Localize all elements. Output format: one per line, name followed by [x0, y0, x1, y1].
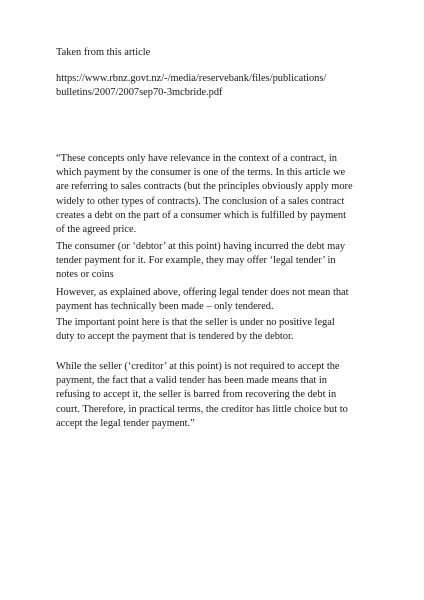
quote-paragraph: The important point here is that the seller is under no positive legal duty to accept the payment that is tendered by the debtor. [56, 317, 335, 343]
source-url: https://www.rbnz.govt.nz/-/media/reservebank/files/publications/ bulletins/2007/2007sep70-3mcbride.pdf [56, 73, 327, 99]
quote-paragraph: “These concepts only have relevance in the context of a contract, in which payment by the consumer is one of the terms. In this article we are referring to sales contracts (but the principles obviously apply more widely to other types of contracts). The conclusion of a sales contract creates a debt on the part of a consumer which is fulfilled by payment of the agreed price. [56, 153, 353, 236]
source-label: Taken from this article [56, 47, 151, 58]
quote-paragraph: While the seller (‘creditor’ at this point) is not required to accept the payment, the fact that a valid tender has been made means that in refusing to accept it, the seller is barred from recovering the debt in court. Therefore, in practical terms, the creditor has little choice but to accept the legal tender payment.” [56, 361, 348, 429]
quote-paragraph: The consumer (or ‘debtor’ at this point) having incurred the debt may tender payment for it. For example, they may offer ‘legal tender’ in notes or coins [56, 241, 346, 281]
quote-paragraph: However, as explained above, offering legal tender does not mean that payment has technically been made – only tendered. [56, 287, 349, 313]
